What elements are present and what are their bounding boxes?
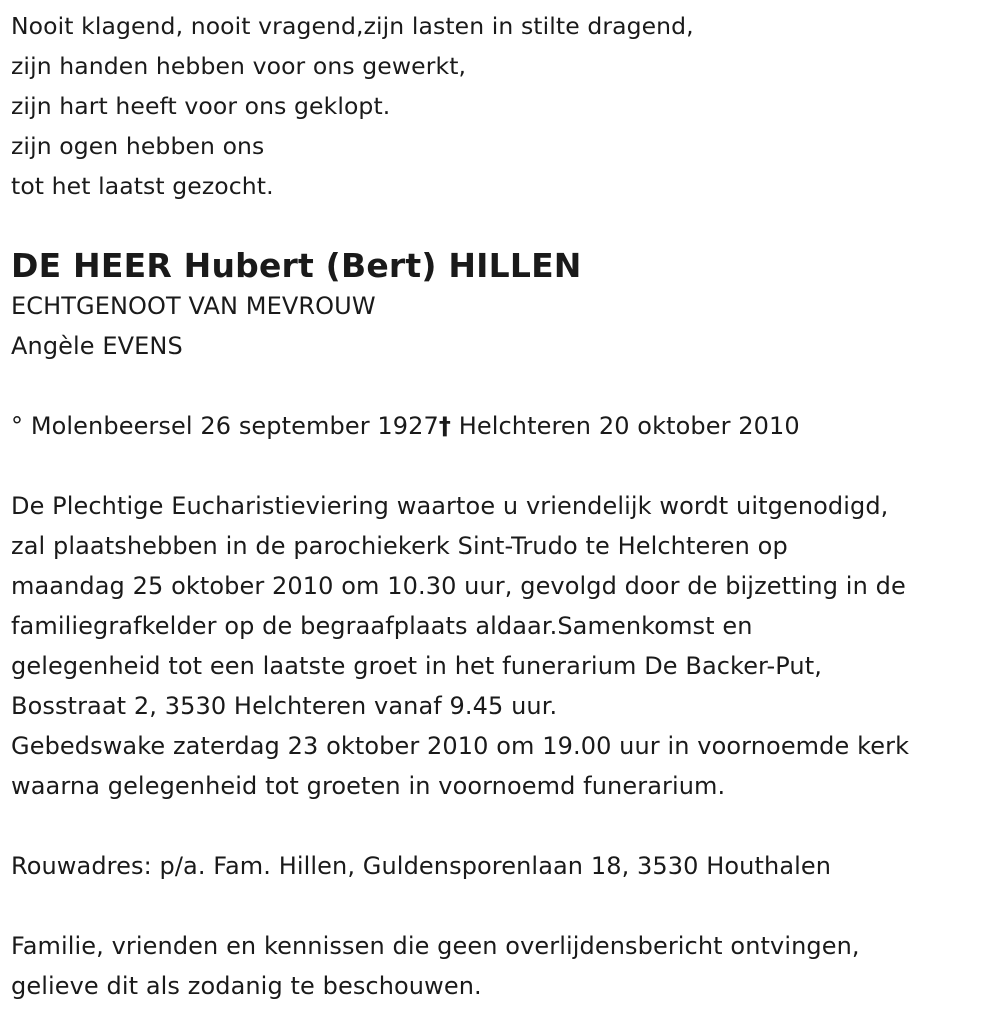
poem-line: zijn handen hebben voor ons gewerkt, (11, 52, 467, 80)
spacer (11, 366, 990, 406)
closing-line: Familie, vrienden en kennissen die geen overlijdensbericht ontvingen, (11, 932, 860, 960)
spacer (11, 886, 990, 926)
ceremony-details (11, 486, 990, 806)
poem-line: Nooit klagend, nooit vragend,zijn lasten in stilte dragend, (11, 12, 694, 40)
ceremony-line: Bosstraat 2, 3530 Helchteren vanaf 9.45 uur. (11, 692, 558, 720)
ceremony-line: familiegrafkelder op de begraafplaats aldaar.Samenkomst en (11, 612, 753, 640)
spouse-name: Angèle EVENS (11, 332, 183, 360)
spacer (11, 446, 990, 486)
deceased-relation: ECHTGENOOT VAN MEVROUW (11, 292, 376, 320)
ceremony-line: gelegenheid tot een laatste groet in het funerarium De Backer-Put, (11, 652, 822, 680)
closing-line: gelieve dit als zodanig te beschouwen. (11, 972, 482, 1000)
birth-info: ° Molenbeersel 26 september 1927 (11, 412, 439, 440)
ceremony-line: zal plaatshebben in de parochiekerk Sint-Trudo te Helchteren op (11, 532, 788, 560)
mourning-address: Rouwadres: p/a. Fam. Hillen, Guldensporenlaan 18, 3530 Houthalen (11, 852, 832, 880)
life-dates (11, 406, 990, 446)
deceased-name: DE HEER Hubert (Bert) HILLEN (11, 246, 582, 285)
ceremony-line: maandag 25 oktober 2010 om 10.30 uur, gevolgd door de bijzetting in de (11, 572, 906, 600)
death-info: Helchteren 20 oktober 2010 (450, 412, 800, 440)
spacer (11, 806, 990, 846)
ceremony-line: De Plechtige Eucharistieviering waartoe u vriendelijk wordt uitgenodigd, (11, 492, 889, 520)
ceremony-line: Gebedswake zaterdag 23 oktober 2010 om 19.00 uur in voornoemde kerk (11, 732, 910, 760)
ceremony-line: waarna gelegenheid tot groeten in voornoemd funerarium. (11, 772, 726, 800)
poem-line: zijn ogen hebben ons (11, 132, 265, 160)
closing-note (11, 926, 990, 1006)
poem-line: tot het laatst gezocht. (11, 172, 274, 200)
poem-line: zijn hart heeft voor ons geklopt. (11, 92, 391, 120)
cross-icon: † (438, 412, 451, 440)
poem (11, 6, 990, 206)
